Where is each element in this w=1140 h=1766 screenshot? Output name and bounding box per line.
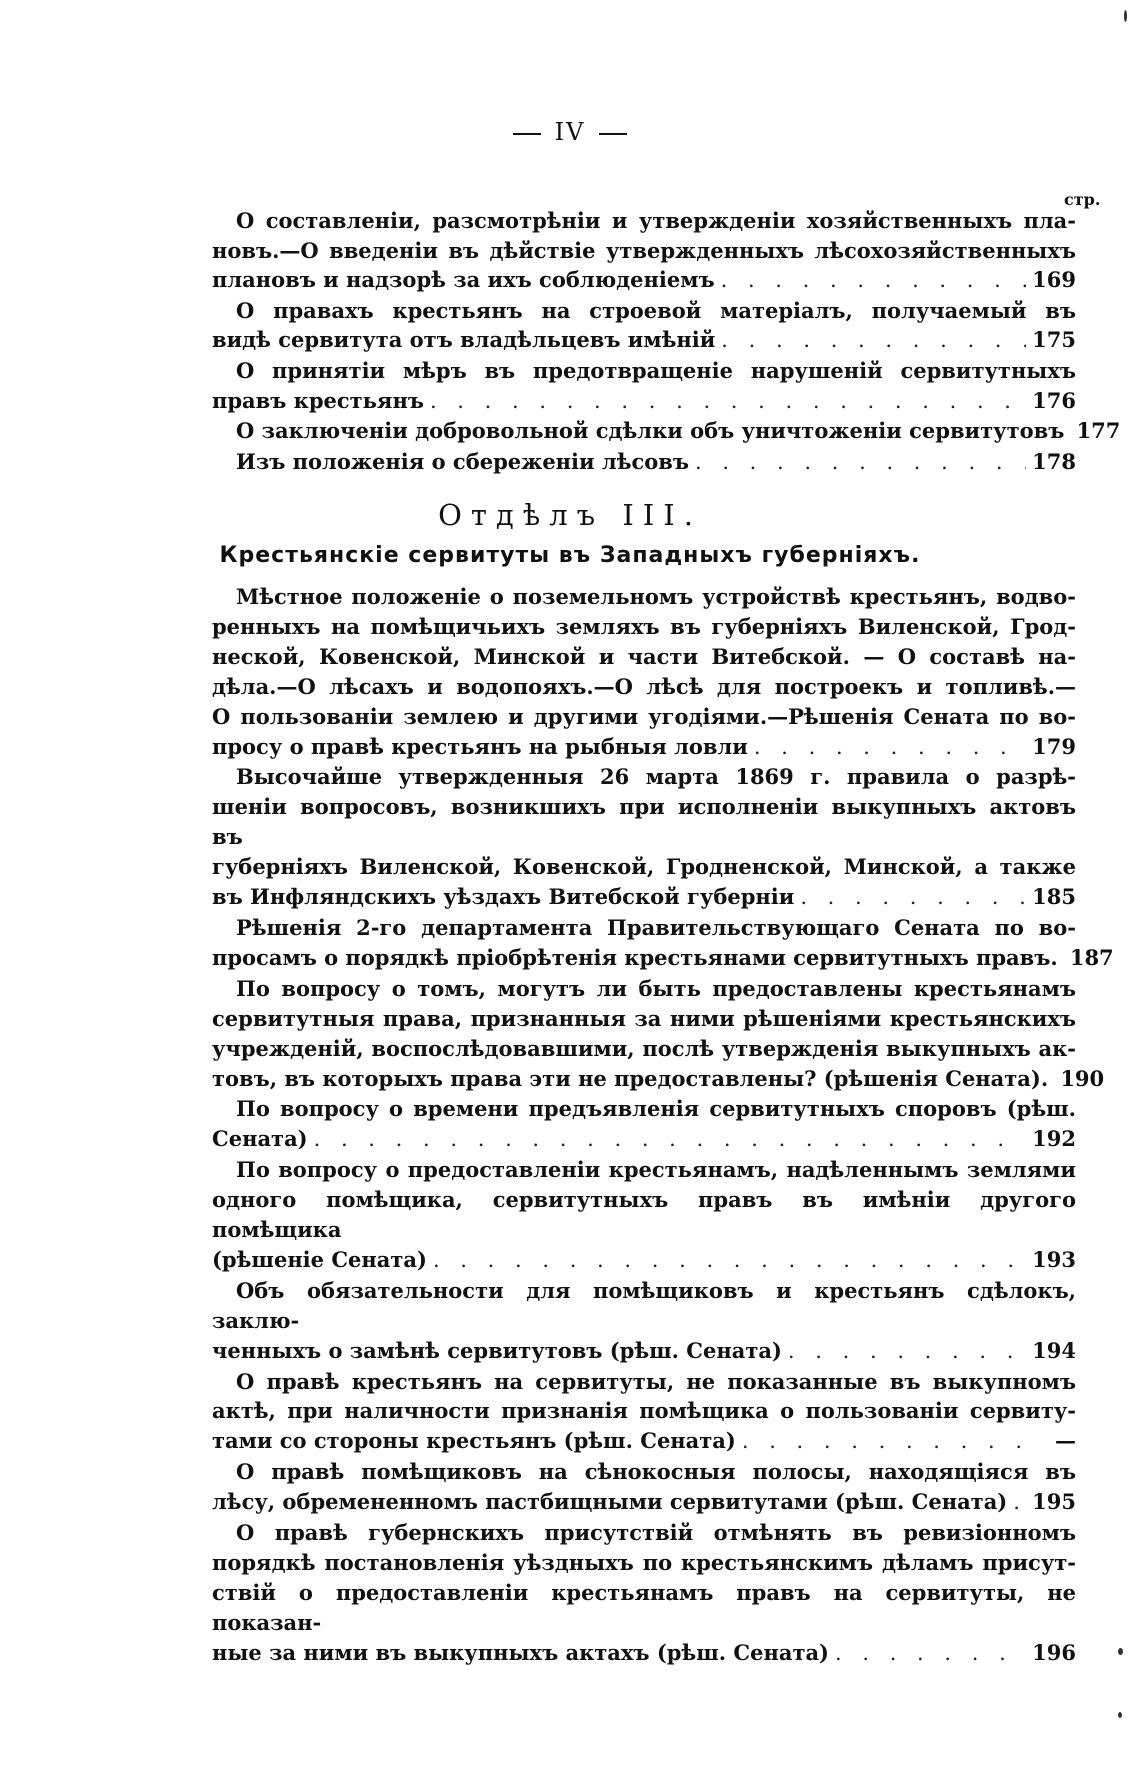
toc-entry-line: губернiяхъ Виленской, Ковенской, Гродненской, Минской, а также bbox=[212, 854, 1076, 880]
toc-entry-title: ные за ними въ выкупныхъ актахъ (рѣш. Сената) bbox=[212, 1639, 829, 1665]
toc-entry-line: Высочайше утвержденныя 26 марта 1869 г. правила о разрѣ- bbox=[236, 764, 1076, 790]
dot-leader bbox=[430, 387, 1026, 417]
dot-leader bbox=[1013, 1488, 1026, 1518]
scan-speck bbox=[1118, 1712, 1122, 1718]
dot-leader bbox=[800, 883, 1026, 913]
toc-entry bbox=[212, 416, 1121, 447]
toc-entry-title: лѣсу, обремененномъ пастбищными сервитутами (рѣш. Сената) bbox=[212, 1489, 1008, 1515]
dot-leader bbox=[433, 1246, 1026, 1276]
toc-entry-line: О правѣ крестьянъ на сервитуты, не показанные въ выкупномъ bbox=[236, 1368, 1076, 1394]
dot-leader bbox=[742, 1427, 1026, 1457]
toc-entry bbox=[212, 1367, 1076, 1458]
dot-leader bbox=[695, 448, 1026, 478]
toc-entry bbox=[212, 1155, 1076, 1276]
toc-entry-title: въ Инфляндскихъ уѣздахъ Витебской губернiи bbox=[212, 884, 795, 910]
page-column-label: стр. bbox=[1064, 190, 1101, 209]
toc-entry-line: сервитутныя права, признанныя за ними рѣшенiями крестьянскихъ bbox=[212, 1005, 1076, 1031]
toc-entry bbox=[212, 1457, 1076, 1518]
toc-entry-title: Изъ положенiя о сбереженiи лѣсовъ bbox=[236, 448, 689, 474]
toc-entry bbox=[212, 296, 1076, 356]
toc-entry-line: новъ.—О введенiи въ дѣйствiе утвержденныхъ лѣсохозяйственныхъ bbox=[212, 237, 1076, 263]
toc-entry bbox=[212, 356, 1076, 416]
toc-entry bbox=[212, 1518, 1076, 1669]
toc-page-number: 179 bbox=[1032, 733, 1076, 759]
toc-entry-last-line bbox=[212, 325, 1076, 356]
toc-page-number: 194 bbox=[1032, 1337, 1076, 1363]
section-subtitle: Крестьянскiе сервитуты въ Западныхъ губернiяхъ. bbox=[219, 543, 921, 568]
toc-entry-title: правъ крестьянъ bbox=[212, 387, 424, 413]
page-number-dash-right bbox=[599, 133, 627, 135]
toc-entry-title: тами со стороны крестьянъ (рѣш. Сената) bbox=[212, 1428, 736, 1454]
toc-entry-title: просу о правѣ крестьянъ на рыбныя ловли bbox=[212, 733, 748, 759]
toc-section-list bbox=[212, 582, 1114, 1669]
toc-entry-line: Объ обязательности для помѣщиковъ и крестьянъ сдѣлокъ, заклю- bbox=[212, 1277, 1076, 1333]
toc-page-number: 190 bbox=[1060, 1065, 1105, 1091]
toc-entry-title: ченныхъ о замѣнѣ сервитутовъ (рѣш. Сената) bbox=[212, 1337, 782, 1363]
toc-entry-last-line bbox=[212, 1487, 1076, 1518]
toc-entry-line: О правахъ крестьянъ на строевой матерiалъ, получаемый въ bbox=[236, 297, 1076, 323]
toc-entry-last-line bbox=[212, 943, 1114, 974]
toc-entry-last-line bbox=[212, 416, 1121, 447]
toc-page-number: 177 bbox=[1076, 418, 1121, 444]
toc-entry-last-line bbox=[212, 1245, 1076, 1276]
toc-entry-last-line bbox=[212, 1638, 1076, 1669]
toc-entry-line: О пользованiи землею и другими угодiями.—Рѣшенiя Сената по во- bbox=[212, 703, 1076, 729]
toc-entry-last-line bbox=[212, 1064, 1105, 1095]
toc-entry-line: Рѣшенiя 2-го департамента Правительствующаго Сената по во- bbox=[236, 914, 1076, 940]
toc-entry-line: дѣла.—О лѣсахъ и водопояхъ.—О лѣсѣ для построекъ и топливѣ.— bbox=[212, 673, 1076, 699]
toc-entry-title: просамъ о порядкѣ прiобрѣтенiя крестьянами сервитутныхъ правъ. bbox=[212, 944, 1058, 970]
toc-page-number: 192 bbox=[1032, 1126, 1076, 1152]
toc-entry-line: О правѣ губернскихъ присутствiй отмѣнять въ ревизiонномъ bbox=[236, 1520, 1076, 1546]
toc-entry-last-line bbox=[212, 447, 1076, 478]
toc-entry-line: О принятiи мѣръ въ предотвращенiе нарушенiй сервитутныхъ bbox=[236, 357, 1076, 383]
toc-entry-line: По вопросу о предоставленiи крестьянамъ, надѣленнымъ землями bbox=[236, 1157, 1076, 1183]
toc-entry-title: (рѣшенiе Сената) bbox=[212, 1246, 427, 1272]
scan-speck bbox=[1124, 10, 1127, 22]
toc-entry-title: Сената) bbox=[212, 1126, 308, 1152]
dot-leader bbox=[314, 1125, 1026, 1155]
dot-leader bbox=[721, 326, 1026, 356]
toc-page-number: 195 bbox=[1032, 1489, 1076, 1515]
toc-entry bbox=[212, 913, 1114, 974]
toc-entry-last-line bbox=[212, 265, 1076, 296]
toc-page-number: 176 bbox=[1032, 387, 1076, 413]
toc-entry-line: По вопросу о томъ, могутъ ли быть предоставлены крестьянамъ bbox=[236, 975, 1076, 1001]
toc-entry bbox=[212, 762, 1076, 913]
toc-entry-last-line bbox=[212, 1426, 1076, 1457]
page-number-dash-left bbox=[513, 133, 541, 135]
toc-page-number: 187 bbox=[1069, 944, 1114, 970]
toc-page-number: 169 bbox=[1032, 267, 1076, 293]
scan-speck bbox=[1118, 1648, 1123, 1655]
toc-entry-line: Мѣстное положенiе о поземельномъ устройствѣ крестьянъ, водво- bbox=[236, 584, 1076, 609]
dot-leader bbox=[754, 733, 1026, 763]
toc-entry bbox=[212, 582, 1076, 762]
toc-entry-line: ренныхъ на помѣщичьихъ земляхъ въ губернiяхъ Виленской, Грод- bbox=[212, 613, 1076, 639]
dot-leader bbox=[835, 1639, 1026, 1669]
toc-entry-title: плановъ и надзорѣ за ихъ соблюденiемъ bbox=[212, 267, 715, 293]
toc-entry-title: О заключенiи добровольной сдѣлки объ уничтоженiи сервитутовъ bbox=[236, 418, 1065, 444]
toc-entry-line: неской, Ковенской, Минской и части Витебской. — О составѣ на- bbox=[212, 643, 1076, 669]
toc-page-number: — bbox=[1055, 1428, 1076, 1454]
toc-entry bbox=[212, 1276, 1076, 1367]
toc-entry-last-line bbox=[212, 1124, 1076, 1155]
toc-page-number: 196 bbox=[1032, 1639, 1076, 1665]
toc-entry-title: товъ, въ которыхъ права эти не предоставлены? (рѣшенiя Сената). bbox=[212, 1065, 1049, 1091]
toc-entry-title: видѣ сервитута отъ владѣльцевъ имѣнiй bbox=[212, 327, 716, 353]
page-number-text: IV bbox=[554, 118, 586, 146]
toc-entry-line: порядкѣ постановленiя уѣздныхъ по крестьянскимъ дѣламъ присут- bbox=[212, 1550, 1076, 1575]
toc-entry bbox=[212, 1094, 1076, 1155]
dot-leader bbox=[721, 266, 1026, 296]
toc-entry-line: учрежденiй, воспослѣдовавшими, послѣ утвержденiя выкупныхъ ак- bbox=[212, 1035, 1076, 1061]
toc-page-number: 193 bbox=[1032, 1246, 1076, 1272]
toc-entry bbox=[212, 206, 1076, 296]
dot-leader bbox=[788, 1337, 1026, 1367]
toc-page-number: 178 bbox=[1032, 448, 1076, 474]
toc-entry bbox=[212, 447, 1076, 478]
toc-entry-line: О составленiи, разсмотрѣнiи и утвержденiи хозяйственныхъ пла- bbox=[236, 208, 1076, 233]
toc-entry-line: ствiй о предоставленiи крестьянамъ правъ на сервитуты, не показан- bbox=[212, 1579, 1076, 1635]
toc-entry-last-line bbox=[212, 386, 1076, 417]
toc-entry-line: По вопросу о времени предъявленiя сервитутныхъ споровъ (рѣш. bbox=[236, 1096, 1076, 1122]
toc-top-list bbox=[212, 206, 1121, 477]
toc-entry-line: одного помѣщика, сервитутныхъ правъ въ имѣнiи другого помѣщика bbox=[212, 1187, 1076, 1243]
section-title: Отдѣлъ III. bbox=[438, 498, 702, 532]
toc-page-number: 185 bbox=[1032, 884, 1076, 910]
toc-entry-line: О правѣ помѣщиковъ на сѣнокосныя полосы, находящiяся въ bbox=[236, 1459, 1076, 1485]
toc-page-number: 175 bbox=[1032, 327, 1076, 353]
page-number bbox=[0, 118, 1140, 146]
toc-entry bbox=[212, 974, 1105, 1095]
toc-entry-line: шенiи вопросовъ, возникшихъ при исполненiи выкупныхъ актовъ въ bbox=[212, 794, 1076, 850]
toc-entry-line: актѣ, при наличности признанiя помѣщика о пользованiи сервиту- bbox=[212, 1398, 1076, 1424]
toc-entry-last-line bbox=[212, 1336, 1076, 1367]
toc-entry-last-line bbox=[212, 732, 1076, 763]
toc-entry-last-line bbox=[212, 882, 1076, 913]
